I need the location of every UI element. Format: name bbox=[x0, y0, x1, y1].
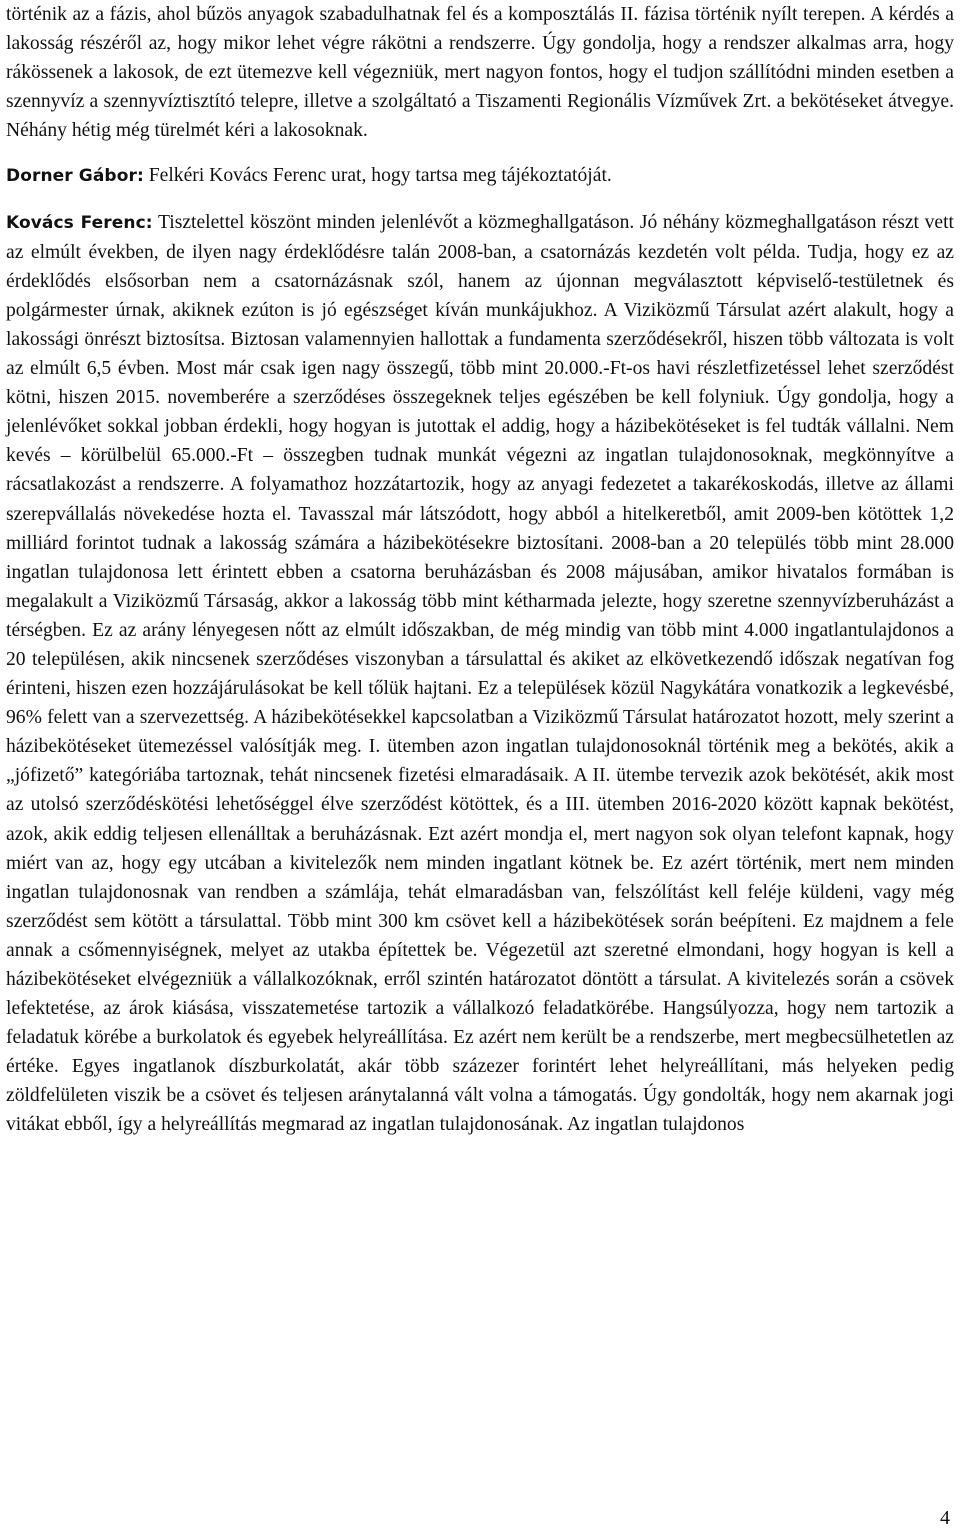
paragraph-continuation bbox=[6, 0, 954, 145]
paragraph-dorner bbox=[6, 161, 954, 191]
document-page bbox=[6, 0, 954, 1140]
paragraph-text: történik az a fázis, ahol bűzös anyagok szabadulhatnak fel és a komposztálás II. fázisa történik nyílt terepen. A kérdés a lakosság részéről az, hogy mikor lehet végre rákötni a rendszerre. Úgy gondolja, hogy a rendszer alkalmas arra, hogy rákössenek a lakosok, de ezt ütemezve kell végezniük, mert nagyon fontos, hogy el tudjon szállítódni minden esetben a szennyvíz a szennyvíztisztító telepre, illetve a szolgáltató a Tiszamenti Regionális Vízművek Zrt. a bekötéseket átvegye. Néhány hétig még türelmét kéri a lakosoknak. bbox=[6, 4, 954, 142]
paragraph-kovacs bbox=[6, 208, 954, 1140]
page-number: 4 bbox=[940, 1507, 950, 1529]
paragraph-text: Tisztelettel köszönt minden jelenlévőt a közmeghallgatáson. Jó néhány közmeghallgatáson részt vett az elmúlt években, de ilyen nagy érdeklődésre talán 2008-ban, a csatornázás kezdetén volt példa. Tudja, hogy ez az érdeklődés elsősorban nem a csatornázásnak szól, hanem az újonnan megválasztott képviselő-testületnek és polgármester úrnak, akiknek ezúton is jó egészséget kíván munkájukhoz. A Viziközmű Társulat azért alakult, hogy a lakossági önrészt biztosítsa. Biztosan valamennyien hallottak a fundamenta szerződésekről, hiszen több változata is volt az elmúlt 6,5 évben. Most már csak igen nagy összegű, több mint 20.000.-Ft-os havi részletfizetéssel lehet szerződést kötni, hiszen 2015. novemberére a szerződéses összegeknek teljes egészében be kell folyniuk. Úgy gondolja, hogy a jelenlévőket sokkal jobban érdekli, hogy hogyan is jutottak el addig, hogy a házibekötéseket is fel tudták vállalni. Nem kevés – körülbelül 65.000.-Ft – összegben tudnak munkát végezni az ingatlan tulajdonosoknak, megkönnyítve a rácsatlakozást a rendszerre. A folyamathoz hozzátartozik, hogy az anyagi fedezetet a takarékoskodás, illetve az állami szerepvállalás növekedése hozta el. Tavasszal már látszódott, hogy abból a hitelkeretből, amit 2009-ben kötöttek 1,2 milliárd forintot tudnak a lakosság számára a házibekötésekre biztosítani. 2008-ban a 20 település több mint 28.000 ingatlan tulajdonosa lett érintett ebben a csatorna beruházásban és 2008 májusában, amikor hivatalos formában is megalakult a Viziközmű Társaság, akkor a lakosság több mint kétharmada jelezte, hogy szeretne szennyvízberuházást a térségben. Ez az arány lényegesen nőtt az elmúlt időszakban, de még mindig van több mint 4.000 ingatlantulajdonos a 20 településen, akik nincsenek szerződéses viszonyban a társulattal és akiket az elkövetkezendő időszak negatívan fog érinteni, hiszen ezen hozzájárulásokat be kell tőlük hajtani. Ez a települések közül Nagykátára vonatkozik a legkevésbé, 96% felett van a szervezettség. A házibekötésekkel kapcsolatban a Viziközmű Társulat határozatot hozott, mely szerint a házibekötéseket ütemezéssel valósítják meg. I. ütemben azon ingatlan tulajdonosoknál történik meg a bekötés, akik a „jófizető” kategóriába tartoznak, tehát nincsenek fizetési elmaradásaik. A II. ütembe tervezik azok bekötését, akik most az utolsó szerződéskötési lehetőséggel élve szerződést kötöttek, és a III. ütemben 2016-2020 között kapnak bekötést, azok, akik eddig teljesen ellenálltak a beruházásnak. Ezt azért mondja el, mert nagyon sok olyan telefont kapnak, hogy miért van az, hogy egy utcában a kivitelezők nem minden ingatlant kötnek be. Ez azért történik, mert nem minden ingatlan tulajdonosnak van rendben a számlája, tehát elmaradásban van, felszólítást kell feléje küldeni, vagy még szerződést sem kötött a társulattal. Több mint 300 km csövet kell a házibekötések során beépíteni. Ez majdnem a fele annak a csőmennyiségnek, melyet az utakba építettek be. Végezetül azt szeretné elmondani, hogy hogyan is kell a házibekötéseket elvégezniük a vállalkozóknak, erről szintén határozatot döntött a társulat. A kivitelezés során a csövek lefektetése, az árok kiásása, visszatemetése tartozik a vállalkozó feladatkörébe. Hangsúlyozza, hogy nem tartozik a feladatuk körébe a burkolatok és egyebek helyreállítása. Ez azért nem került be a rendszerbe, mert megbecsülhetetlen az értéke. Egyes ingatlanok díszburkolatát, akár több százezer forintért lehet helyreállítani, más helyeken pedig zöldfelületen viszik be a csövet és teljesen aránytalanná vált volna a támogatás. Úgy gondolták, hogy nem akarnak jogi vitákat ebből, így a helyreállítás megmarad az ingatlan tulajdonosának. Az ingatlan tulajdonos bbox=[6, 211, 954, 1136]
speaker-name: Kovács Ferenc: bbox=[6, 212, 153, 233]
speaker-name: Dorner Gábor: bbox=[6, 166, 144, 187]
paragraph-text: Felkéri Kovács Ferenc urat, hogy tartsa meg tájékoztatóját. bbox=[143, 165, 612, 187]
